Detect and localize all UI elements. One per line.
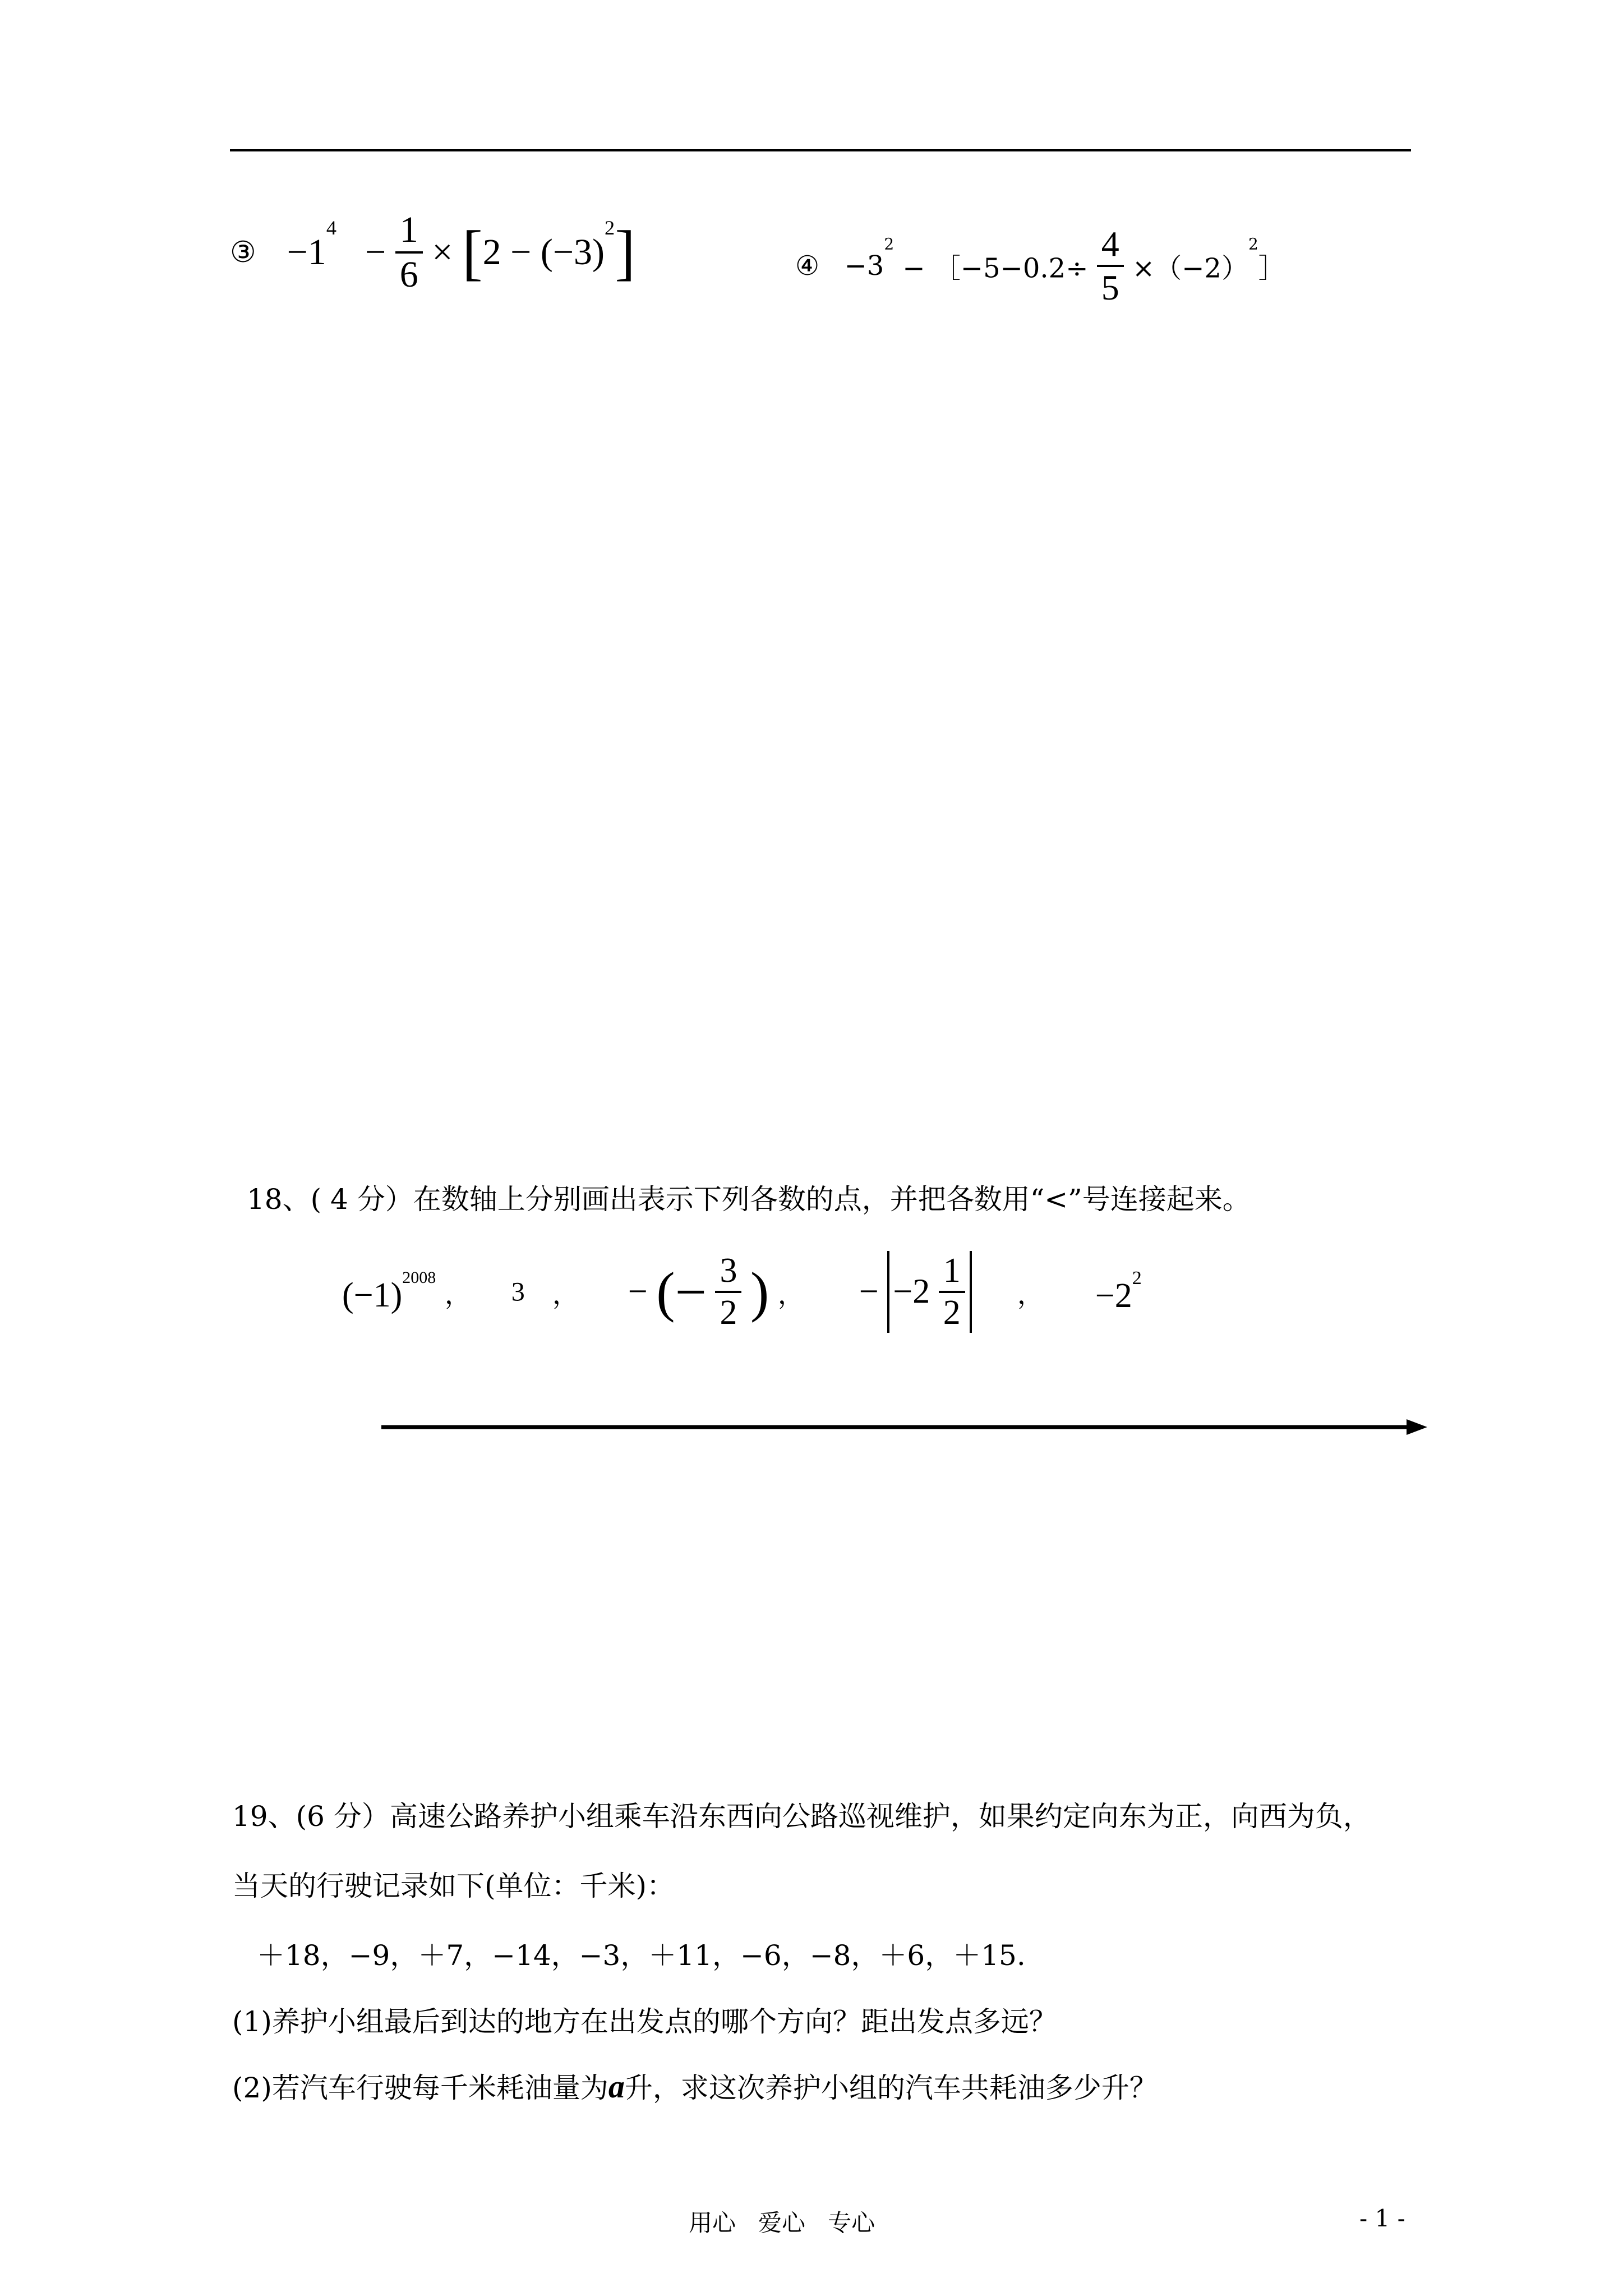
number-neg1-pow2008: $(-1)^{2008}$ xyxy=(342,1268,436,1314)
page-number: - 1 - xyxy=(1359,2205,1405,2232)
number-neg-neg-three-halves: − (− $\frac{3}{2}$ ) xyxy=(628,1251,769,1332)
number-line-arrow xyxy=(376,1416,1430,1438)
problem-18-numbers: $(-1)^{2008}$ ， 3 ， − (− $\frac{3}{2}$ ) ， − −2 $\frac{1}{2}$ ， $-2^2$ xyxy=(342,1251,1142,1332)
fraction-one-sixth: $\frac{1}{6}$ xyxy=(395,209,423,296)
absolute-value-bars: −2 $\frac{1}{2}$ xyxy=(887,1251,971,1333)
item-3-label: ③ xyxy=(230,237,256,269)
problem-19-line1: 19、(6 分）高速公路养护小组乘车沿东西向公路巡视维护，如果约定向东为正，向西为负， xyxy=(232,1800,1371,1833)
problem-18-header: 18、( 4 分）在数轴上分别画出表示下列各数的点，并把各数用“<”号连接起来。 xyxy=(247,1183,1251,1216)
item-4-label: ④ xyxy=(795,250,820,282)
problem-19-question-1: (1)养护小组最后到达的地方在出发点的哪个方向？距出发点多远？ xyxy=(232,2005,1057,2038)
problem-19-records: ＋18，−9，＋7，−14，−3，＋11，−6，−8，＋6，＋15. xyxy=(257,1939,1026,1972)
variable-a: a xyxy=(608,2068,625,2105)
number-neg-two-squared: $-2^2$ xyxy=(1095,1268,1142,1315)
expression-4: ④ $-3^2$ − ［−5−0.2÷ $\frac{4}{5}$ $\times(-2)^2]$ xyxy=(795,224,1285,307)
number-neg-abs-neg-two-and-half: − −2 $\frac{1}{2}$ xyxy=(859,1269,980,1308)
expression-3: ③ $-1^4$ − $\frac{1}{6}$ × $[2 - (-3)^2]$ xyxy=(230,209,635,295)
footer-slogan: 用心 爱心 专心 xyxy=(689,2209,875,2237)
problem-19-line2: 当天的行驶记录如下(单位：千米)： xyxy=(232,1870,675,1902)
header-rule xyxy=(230,149,1411,151)
fraction-four-fifths: $\frac{4}{5}$ xyxy=(1097,223,1124,309)
problem-19-question-2: (2)若汽车行驶每千米耗油量为a升，求这次养护小组的汽车共耗油多少升？ xyxy=(232,2068,1158,2105)
number-three: 3 xyxy=(511,1277,525,1307)
